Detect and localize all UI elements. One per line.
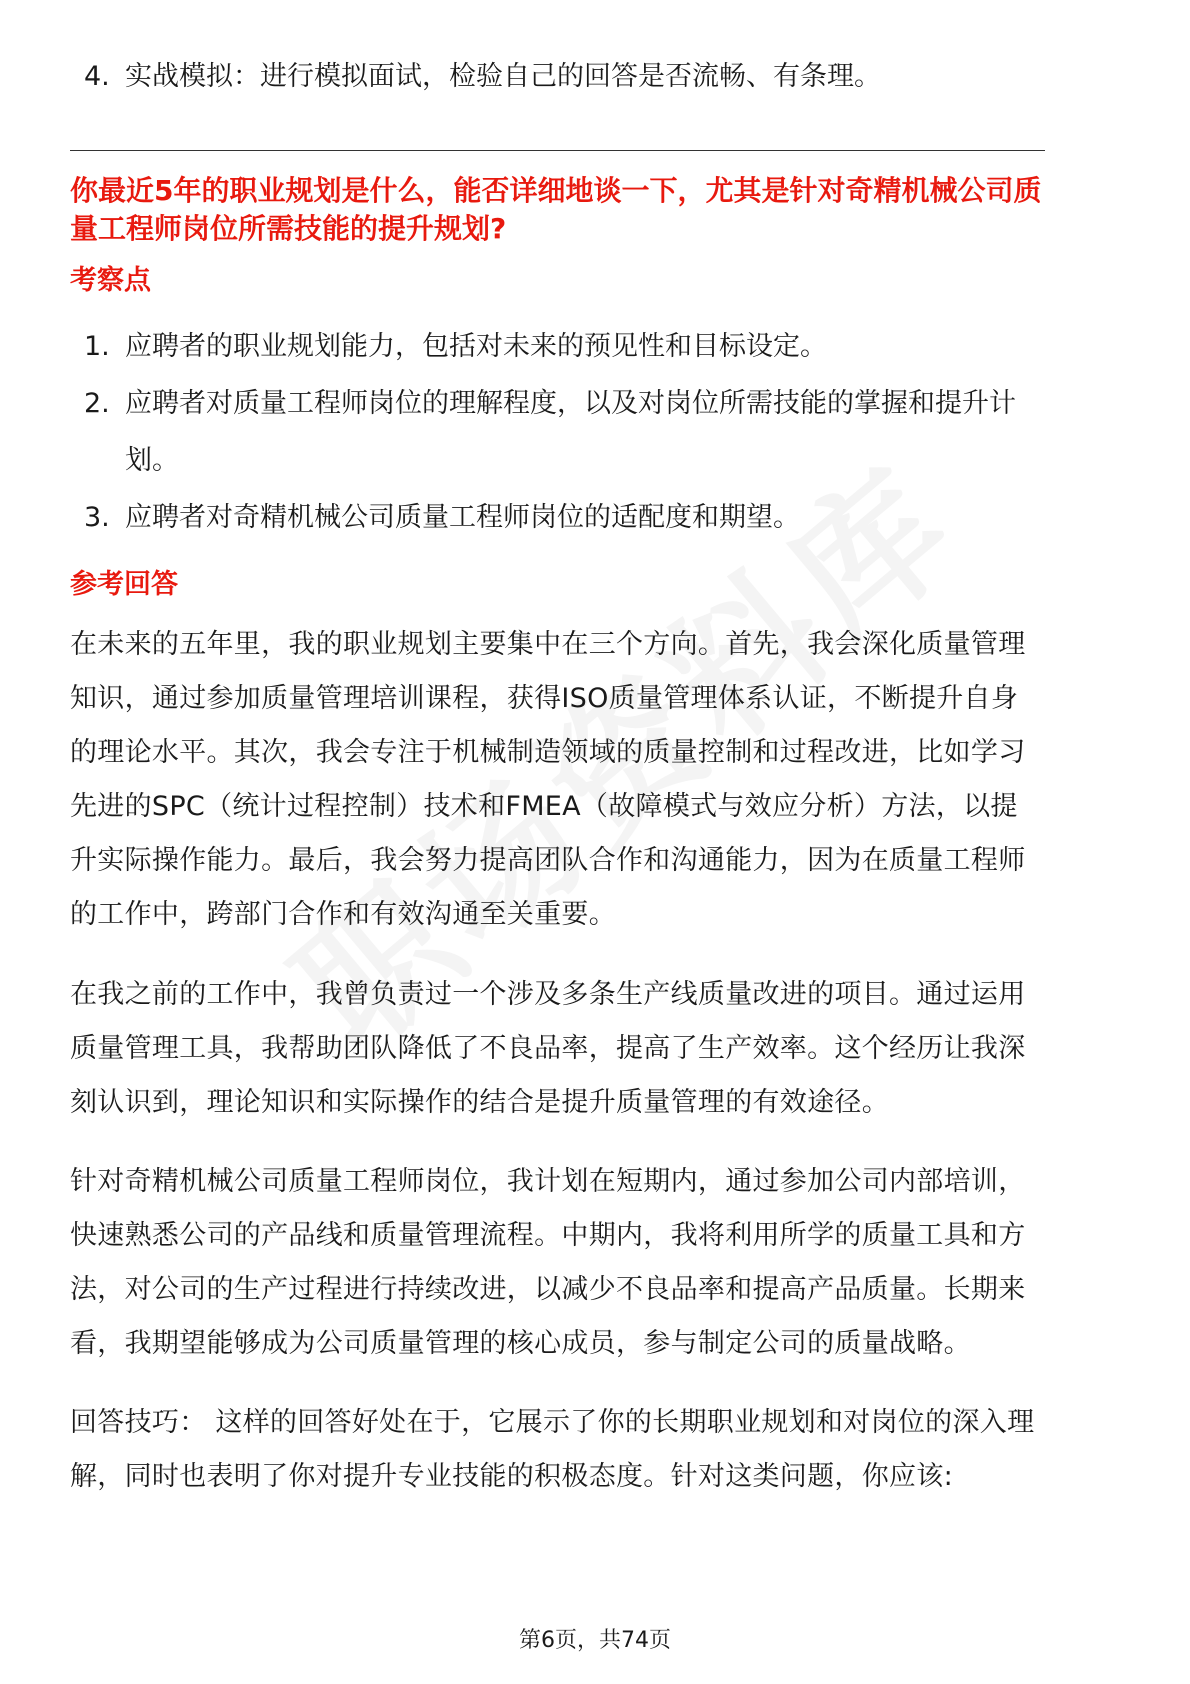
focus-list	[70, 318, 1045, 546]
list-text: 实战模拟：进行模拟面试，检验自己的回答是否流畅、有条理。	[125, 61, 881, 92]
answer-heading: 参考回答	[70, 569, 178, 600]
list-text: 应聘者对奇精机械公司质量工程师岗位的适配度和期望。	[125, 502, 800, 533]
answer-paragraph: 针对奇精机械公司质量工程师岗位，我计划在短期内，通过参加公司内部培训，快速熟悉公司的产品线和质量管理流程。中期内，我将利用所学的质量工具和方法，对公司的生产过程进行持续改进，以减少不良品率和提高产品质量。长期来看，我期望能够成为公司质量管理的核心成员，参与制定公司的质量战略。	[70, 1166, 1026, 1359]
list-number: 4.	[84, 61, 110, 92]
list-item	[70, 489, 1045, 546]
list-number: 3.	[84, 502, 110, 533]
list-number: 1.	[84, 331, 110, 362]
list-item	[70, 375, 1045, 489]
answer-paragraph: 在我之前的工作中，我曾负责过一个涉及多条生产线质量改进的项目。通过运用质量管理工具，我帮助团队降低了不良品率，提高了生产效率。这个经历让我深刻认识到，理论知识和实际操作的结合是提升质量管理的有效途径。	[70, 979, 1026, 1118]
focus-heading: 考察点	[70, 265, 151, 296]
tips-paragraph: 回答技巧： 这样的回答好处在于，它展示了你的长期职业规划和对岗位的深入理解，同时也表明了你对提升专业技能的积极态度。针对这类问题，你应该:	[70, 1407, 1035, 1492]
page-footer: 第6页，共74页	[519, 1628, 671, 1653]
list-item	[70, 318, 1045, 375]
section-divider	[70, 150, 1045, 151]
list-text: 应聘者的职业规划能力，包括对未来的预见性和目标设定。	[125, 331, 827, 362]
list-text: 应聘者对质量工程师岗位的理解程度，以及对岗位所需技能的掌握和提升计划。	[125, 388, 1016, 476]
answer-paragraph: 在未来的五年里，我的职业规划主要集中在三个方向。首先，我会深化质量管理知识，通过参加质量管理培训课程，获得ISO质量管理体系认证，不断提升自身的理论水平。其次，我会专注于机械制造领域的质量控制和过程改进，比如学习先进的SPC（统计过程控制）技术和FMEA（故障模式与效应分析）方法，以提升实际操作能力。最后，我会努力提高团队合作和沟通能力，因为在质量工程师的工作中，跨部门合作和有效沟通至关重要。	[70, 629, 1026, 930]
question-heading: 你最近5年的职业规划是什么，能否详细地谈一下，尤其是针对奇精机械公司质量工程师岗位所需技能的提升规划?	[70, 174, 1042, 245]
list-item	[70, 48, 1125, 105]
list-number: 2.	[84, 388, 110, 419]
